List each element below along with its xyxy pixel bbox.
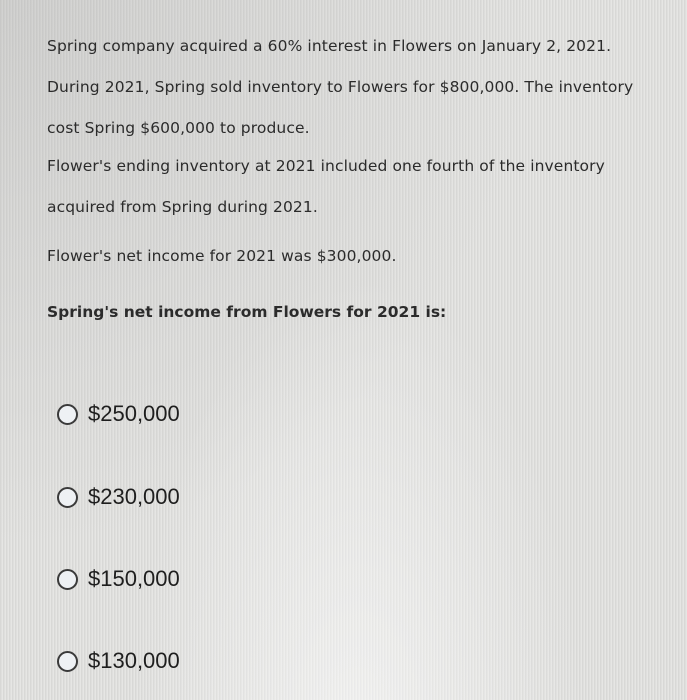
problem-line: cost Spring $600,000 to produce.	[47, 119, 310, 137]
answer-option-4[interactable]	[57, 644, 180, 678]
radio-button-icon[interactable]	[57, 651, 78, 672]
answer-option-label: $230,000	[88, 484, 180, 509]
radio-button-icon[interactable]	[57, 404, 78, 425]
answer-option-1[interactable]	[57, 397, 180, 431]
problem-paragraph-3: Flower's net income for 2021 was $300,000.	[47, 247, 397, 265]
answer-option-label: $130,000	[88, 648, 180, 673]
answer-option-3[interactable]	[57, 562, 180, 596]
radio-button-icon[interactable]	[57, 487, 78, 508]
problem-line: During 2021, Spring sold inventory to Flowers for $800,000. The inventory	[47, 78, 634, 96]
answer-option-label: $250,000	[88, 401, 180, 426]
problem-line: Flower's ending inventory at 2021 included one fourth of the inventory	[47, 157, 605, 175]
problem-paragraph-1	[47, 26, 677, 149]
problem-line: acquired from Spring during 2021.	[47, 198, 318, 216]
problem-paragraph-2	[47, 146, 647, 228]
radio-button-icon[interactable]	[57, 569, 78, 590]
answer-option-2[interactable]	[57, 480, 180, 514]
problem-line: Spring company acquired a 60% interest in Flowers on January 2, 2021.	[47, 37, 612, 55]
question-text: Spring's net income from Flowers for 2021 is:	[47, 303, 447, 321]
answer-option-label: $150,000	[88, 566, 180, 591]
